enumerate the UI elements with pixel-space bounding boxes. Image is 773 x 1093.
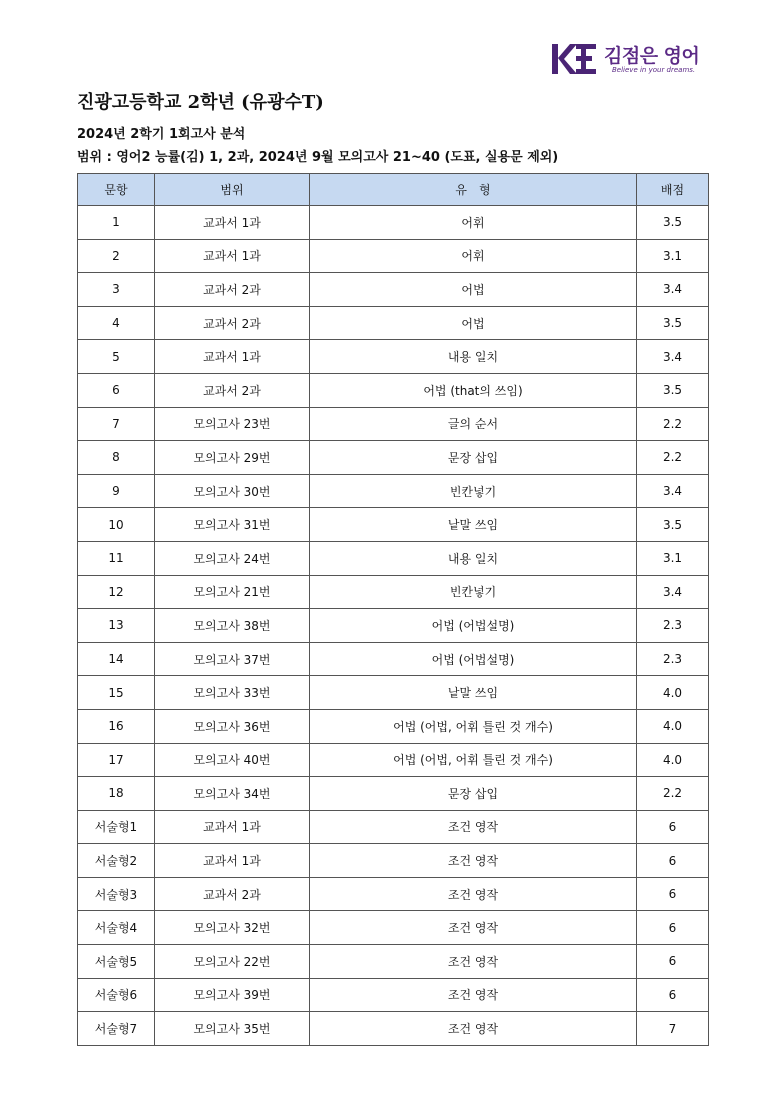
table-row xyxy=(78,877,709,911)
table-row xyxy=(78,306,709,340)
score-cell: 2.3 xyxy=(637,642,709,676)
type-cell: 문장 삽입 xyxy=(310,777,637,811)
scope-cell: 모의고사 22번 xyxy=(155,945,310,979)
question-cell: 2 xyxy=(78,239,155,273)
scope-cell: 교과서 2과 xyxy=(155,877,310,911)
table-row xyxy=(78,911,709,945)
page-title: 진광고등학교 2학년 (유광수T) xyxy=(77,92,324,113)
score-cell: 3.5 xyxy=(637,306,709,340)
scope-cell: 교과서 1과 xyxy=(155,340,310,374)
table-row xyxy=(78,676,709,710)
score-cell: 4.0 xyxy=(637,743,709,777)
scope-cell: 모의고사 34번 xyxy=(155,777,310,811)
question-cell: 8 xyxy=(78,441,155,475)
score-cell: 3.5 xyxy=(637,373,709,407)
scope-cell: 모의고사 38번 xyxy=(155,609,310,643)
type-cell: 글의 순서 xyxy=(310,407,637,441)
score-cell: 4.0 xyxy=(637,709,709,743)
question-cell: 6 xyxy=(78,373,155,407)
score-cell: 2.2 xyxy=(637,777,709,811)
score-cell: 3.4 xyxy=(637,575,709,609)
exam-range: 범위 : 영어2 능률(김) 1, 2과, 2024년 9월 모의고사 21~40 (도표, 실용문 제외) xyxy=(77,150,559,165)
scope-cell: 모의고사 35번 xyxy=(155,1012,310,1046)
type-cell: 조건 영작 xyxy=(310,978,637,1012)
question-cell: 서술형7 xyxy=(78,1012,155,1046)
scope-cell: 모의고사 29번 xyxy=(155,441,310,475)
scope-cell: 모의고사 31번 xyxy=(155,508,310,542)
score-cell: 3.4 xyxy=(637,340,709,374)
brand-logo xyxy=(550,40,730,78)
type-cell: 조건 영작 xyxy=(310,810,637,844)
question-cell: 11 xyxy=(78,541,155,575)
score-cell: 3.1 xyxy=(637,239,709,273)
table-row xyxy=(78,541,709,575)
type-cell: 어휘 xyxy=(310,206,637,240)
table-row xyxy=(78,340,709,374)
score-cell: 6 xyxy=(637,945,709,979)
table-row xyxy=(78,474,709,508)
logo-name: 김점은 영어 xyxy=(604,45,700,67)
score-cell: 6 xyxy=(637,978,709,1012)
scope-cell: 교과서 2과 xyxy=(155,373,310,407)
type-cell: 조건 영작 xyxy=(310,1012,637,1046)
score-cell: 2.3 xyxy=(637,609,709,643)
table-row xyxy=(78,978,709,1012)
table-row xyxy=(78,844,709,878)
scope-cell: 모의고사 33번 xyxy=(155,676,310,710)
question-cell: 15 xyxy=(78,676,155,710)
type-cell: 어법 xyxy=(310,273,637,307)
score-cell: 3.5 xyxy=(637,508,709,542)
question-cell: 14 xyxy=(78,642,155,676)
table-body xyxy=(78,206,709,1046)
score-cell: 6 xyxy=(637,877,709,911)
score-cell: 7 xyxy=(637,1012,709,1046)
table-row xyxy=(78,407,709,441)
type-cell: 빈칸넣기 xyxy=(310,474,637,508)
header-score: 배점 xyxy=(637,174,709,206)
question-cell: 서술형2 xyxy=(78,844,155,878)
score-cell: 3.4 xyxy=(637,474,709,508)
type-cell: 내용 일치 xyxy=(310,541,637,575)
question-cell: 17 xyxy=(78,743,155,777)
type-cell: 조건 영작 xyxy=(310,844,637,878)
scope-cell: 모의고사 36번 xyxy=(155,709,310,743)
scope-cell: 모의고사 39번 xyxy=(155,978,310,1012)
scope-cell: 모의고사 37번 xyxy=(155,642,310,676)
question-cell: 서술형3 xyxy=(78,877,155,911)
question-cell: 서술형6 xyxy=(78,978,155,1012)
type-cell: 어법 (that의 쓰임) xyxy=(310,373,637,407)
table-row xyxy=(78,508,709,542)
question-cell: 10 xyxy=(78,508,155,542)
scope-cell: 모의고사 21번 xyxy=(155,575,310,609)
table-row xyxy=(78,743,709,777)
table-row xyxy=(78,373,709,407)
question-cell: 18 xyxy=(78,777,155,811)
scope-cell: 교과서 2과 xyxy=(155,273,310,307)
question-cell: 13 xyxy=(78,609,155,643)
question-cell: 3 xyxy=(78,273,155,307)
logo-tagline: Believe in your dreams. xyxy=(612,66,696,74)
type-cell: 어법 (어법설명) xyxy=(310,642,637,676)
scope-cell: 모의고사 32번 xyxy=(155,911,310,945)
scope-cell: 모의고사 30번 xyxy=(155,474,310,508)
question-cell: 5 xyxy=(78,340,155,374)
table-row xyxy=(78,810,709,844)
scope-cell: 모의고사 23번 xyxy=(155,407,310,441)
table-row xyxy=(78,642,709,676)
table-row xyxy=(78,273,709,307)
header-question: 문항 xyxy=(78,174,155,206)
scope-cell: 교과서 1과 xyxy=(155,844,310,878)
question-cell: 서술형4 xyxy=(78,911,155,945)
analysis-table xyxy=(77,173,709,1046)
question-cell: 16 xyxy=(78,709,155,743)
type-cell: 어법 (어법, 어휘 틀린 것 개수) xyxy=(310,709,637,743)
type-cell: 문장 삽입 xyxy=(310,441,637,475)
type-cell: 조건 영작 xyxy=(310,945,637,979)
scope-cell: 교과서 1과 xyxy=(155,206,310,240)
score-cell: 6 xyxy=(637,844,709,878)
score-cell: 2.2 xyxy=(637,407,709,441)
type-cell: 빈칸넣기 xyxy=(310,575,637,609)
type-cell: 조건 영작 xyxy=(310,877,637,911)
question-cell: 12 xyxy=(78,575,155,609)
question-cell: 서술형5 xyxy=(78,945,155,979)
exam-subtitle: 2024년 2학기 1회고사 분석 xyxy=(77,127,246,142)
question-cell: 9 xyxy=(78,474,155,508)
score-cell: 2.2 xyxy=(637,441,709,475)
scope-cell: 교과서 2과 xyxy=(155,306,310,340)
score-cell: 6 xyxy=(637,810,709,844)
table-row xyxy=(78,575,709,609)
scope-cell: 교과서 1과 xyxy=(155,810,310,844)
question-cell: 4 xyxy=(78,306,155,340)
scope-cell: 교과서 1과 xyxy=(155,239,310,273)
score-cell: 3.4 xyxy=(637,273,709,307)
table-row xyxy=(78,609,709,643)
kje-logo-icon xyxy=(550,40,600,78)
score-cell: 3.5 xyxy=(637,206,709,240)
question-cell: 1 xyxy=(78,206,155,240)
score-cell: 6 xyxy=(637,911,709,945)
type-cell: 낱말 쓰임 xyxy=(310,676,637,710)
type-cell: 어법 (어법설명) xyxy=(310,609,637,643)
table-row xyxy=(78,441,709,475)
table-row xyxy=(78,239,709,273)
table-row xyxy=(78,1012,709,1046)
type-cell: 낱말 쓰임 xyxy=(310,508,637,542)
table-row xyxy=(78,709,709,743)
score-cell: 3.1 xyxy=(637,541,709,575)
type-cell: 내용 일치 xyxy=(310,340,637,374)
table-row xyxy=(78,206,709,240)
header-type: 유 형 xyxy=(310,174,637,206)
table-header-row xyxy=(78,174,709,206)
question-cell: 서술형1 xyxy=(78,810,155,844)
type-cell: 어법 xyxy=(310,306,637,340)
header-scope: 범위 xyxy=(155,174,310,206)
table-row xyxy=(78,945,709,979)
type-cell: 어법 (어법, 어휘 틀린 것 개수) xyxy=(310,743,637,777)
scope-cell: 모의고사 24번 xyxy=(155,541,310,575)
question-cell: 7 xyxy=(78,407,155,441)
table-row xyxy=(78,777,709,811)
score-cell: 4.0 xyxy=(637,676,709,710)
type-cell: 어휘 xyxy=(310,239,637,273)
type-cell: 조건 영작 xyxy=(310,911,637,945)
scope-cell: 모의고사 40번 xyxy=(155,743,310,777)
